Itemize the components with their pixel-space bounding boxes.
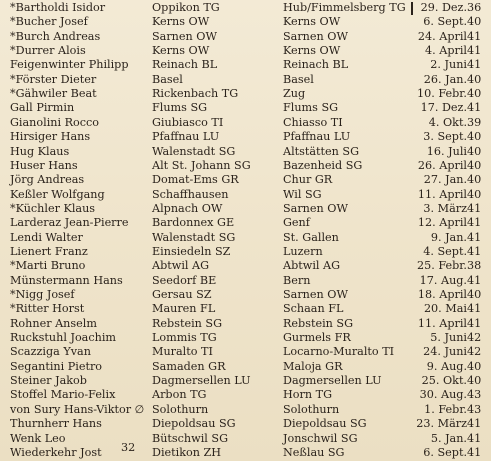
birth-date: 29. Dez. [420, 1, 467, 14]
student-name: *Küchler Klaus [10, 201, 96, 215]
birthplace: Kerns OW [152, 44, 210, 58]
birth-year: 41 [467, 44, 482, 58]
residence: Locarno-Muralto TI [283, 345, 395, 359]
student-name: Thurnherr Hans [10, 417, 102, 431]
student-name: *Gähwiler Beat [10, 87, 97, 101]
residence: Sarnen OW [283, 288, 348, 301]
birth-date: 23. März [416, 417, 467, 431]
birth-date: 26. April [417, 158, 467, 172]
residence: Genf [283, 216, 310, 230]
birth-date: 4. Okt. [428, 115, 467, 129]
birthplace: Bütschwil SG [152, 431, 229, 445]
residence: Gurmels FR [283, 331, 351, 345]
birth-year: 41 [467, 417, 482, 431]
student-name: von Sury Hans-Viktor ∅ [10, 402, 145, 416]
residence: Dagmersellen LU [283, 374, 382, 388]
birth-year: 40 [467, 15, 482, 29]
birthplace: Walenstadt SG [152, 230, 236, 244]
student-name: *Marti Bruno [10, 259, 86, 273]
birthplace: Rickenbach TG [152, 87, 239, 101]
birth-year: 41 [467, 216, 482, 230]
birth-date: 5. Juni [430, 331, 467, 345]
residence: Sarnen OW [283, 29, 348, 43]
birthplace: Bardonnex GE [152, 216, 235, 230]
birthplace: Sarnen OW [152, 29, 217, 43]
birthplace: Pfaffnau LU [152, 130, 220, 144]
birth-date: 4. Sept. [423, 244, 467, 258]
residence: Sarnen OW [283, 201, 348, 215]
student-name: Segantini Pietro [10, 359, 103, 373]
student-name: Lienert Franz [10, 244, 88, 258]
residence: Kerns OW [283, 15, 341, 29]
birth-date: 24. April [417, 29, 467, 43]
student-name: Hug Klaus [10, 144, 70, 158]
residence: Jonschwil SG [283, 431, 358, 445]
birth-year: 41 [467, 201, 482, 215]
student-name: *Bartholdi Isidor [10, 1, 106, 14]
birth-year: 40 [467, 173, 482, 187]
birth-date: 17. Aug. [419, 273, 467, 287]
residence: Chiasso TI [283, 115, 343, 129]
student-name: Wiederkehr Jost [10, 445, 102, 459]
birth-year: 40 [467, 72, 482, 86]
birth-year: 40 [467, 87, 482, 101]
student-name: *Bucher Josef [10, 15, 88, 29]
student-name: Larderaz Jean-Pierre [10, 216, 129, 230]
birth-year: 41 [467, 101, 482, 115]
birth-date: 16. Juli [426, 144, 467, 158]
residence: Bern [283, 273, 311, 287]
birthplace: Reinach BL [152, 58, 218, 72]
birth-year: 40 [467, 288, 482, 301]
birth-date: 9. Jan. [430, 230, 467, 244]
student-name: Wenk Leo [10, 431, 66, 445]
birth-year: 40 [467, 130, 482, 144]
list-item [0, 445, 491, 461]
birthplace: Alpnach OW [152, 201, 223, 215]
birthplace: Solothurn [152, 402, 209, 416]
birth-date: 3. Sept. [423, 130, 467, 144]
residence: Zug [283, 87, 306, 101]
birth-year: 41 [467, 302, 482, 316]
birth-date: 20. Mai [423, 302, 467, 316]
birthplace: Flums SG [152, 101, 208, 115]
birth-date: 12. April [417, 216, 467, 230]
birth-year: 43 [467, 388, 482, 402]
birth-date: 10. Febr. [417, 87, 467, 101]
student-name: Lendi Walter [10, 230, 83, 244]
birthplace: Muralto TI [152, 345, 213, 359]
birth-year: 41 [467, 431, 482, 445]
student-name: *Nigg Josef [10, 288, 75, 301]
birth-date: 17. Dez. [420, 101, 467, 115]
birth-date: 30. Aug. [419, 388, 467, 402]
birthplace: Lommis TG [152, 331, 217, 345]
birth-year: 41 [467, 244, 482, 258]
birthplace: Dagmersellen LU [152, 374, 251, 388]
birthplace: Alt St. Johann SG [152, 158, 251, 172]
birth-year: 40 [467, 187, 482, 201]
margin-bar-mark [411, 2, 413, 15]
birth-year: 39 [467, 115, 482, 129]
residence: Kerns OW [283, 44, 341, 58]
student-name: Steiner Jakob [10, 374, 87, 388]
student-name: *Burch Andreas [10, 29, 101, 43]
student-name: *Förster Dieter [10, 72, 97, 86]
birth-year: 41 [467, 273, 482, 287]
birthplace: Oppikon TG [152, 1, 220, 14]
birth-year: 41 [467, 445, 482, 459]
student-name: Stoffel Mario-Felix [10, 388, 116, 402]
birthplace: Domat-Ems GR [152, 173, 239, 187]
student-name: Keßler Wolfgang [10, 187, 105, 201]
birth-year: 40 [467, 144, 482, 158]
student-name: Münstermann Hans [10, 273, 123, 287]
birthplace: Kerns OW [152, 15, 210, 29]
birthplace: Basel [152, 72, 183, 86]
birth-date: 3. März [423, 201, 467, 215]
student-name: Feigenwinter Philipp [10, 58, 129, 72]
birth-year: 42 [467, 345, 482, 359]
residence: Chur GR [283, 173, 333, 187]
student-name: Gianolini Rocco [10, 115, 100, 129]
residence: Hub/Fimmelsberg TG [283, 1, 406, 14]
residence: Solothurn [283, 402, 340, 416]
student-name: Rohner Anselm [10, 316, 97, 330]
residence: Wil SG [283, 187, 322, 201]
birthplace: Mauren FL [152, 302, 216, 316]
student-name: Hirsiger Hans [10, 130, 91, 144]
birth-date: 27. Jan. [423, 173, 467, 187]
residence: Basel [283, 72, 314, 86]
residence: Luzern [283, 244, 323, 258]
birthplace: Schaffhausen [152, 187, 229, 201]
birthplace: Samaden GR [152, 359, 226, 373]
birth-date: 6. Sept. [423, 15, 467, 29]
birth-year: 42 [467, 331, 482, 345]
birth-year: 40 [467, 158, 482, 172]
birth-year: 40 [467, 359, 482, 373]
residence: Horn TG [283, 388, 332, 402]
student-name: Scazziga Yvan [10, 345, 91, 359]
birthplace: Dietikon ZH [152, 445, 222, 459]
birth-year: 41 [467, 230, 482, 244]
birthplace: Seedorf BE [152, 273, 217, 287]
birthplace: Abtwil AG [152, 259, 210, 273]
page-number: 32 [121, 441, 136, 454]
student-name: Gall Pirmin [10, 101, 75, 115]
residence: Schaan FL [283, 302, 344, 316]
birth-date: 25. Febr. [417, 259, 467, 273]
birthplace: Walenstadt SG [152, 144, 236, 158]
birthplace: Arbon TG [152, 388, 207, 402]
birth-date: 9. Aug. [426, 359, 467, 373]
residence: Diepoldsau SG [283, 417, 367, 431]
residence: Rebstein SG [283, 316, 354, 330]
student-name: *Ritter Horst [10, 302, 85, 316]
birth-year: 36 [467, 1, 482, 14]
student-name: Ruckstuhl Joachim [10, 331, 117, 345]
birthplace: Rebstein SG [152, 316, 223, 330]
student-name: Jörg Andreas [10, 173, 85, 187]
student-name: Huser Hans [10, 158, 78, 172]
residence: Flums SG [283, 101, 339, 115]
birth-year: 38 [467, 259, 482, 273]
birth-year: 40 [467, 374, 482, 388]
birthplace: Einsiedeln SZ [152, 244, 231, 258]
birth-date: 6. Sept. [423, 445, 467, 459]
birth-year: 41 [467, 29, 482, 43]
student-name: *Durrer Alois [10, 44, 86, 58]
birth-year: 43 [467, 402, 482, 416]
residence: St. Gallen [283, 230, 339, 244]
residence: Maloja GR [283, 359, 343, 373]
residence: Bazenheid SG [283, 158, 363, 172]
birth-date: 25. Okt. [421, 374, 467, 388]
residence: Abtwil AG [283, 259, 341, 273]
birth-date: 24. Juni [423, 345, 467, 359]
birth-date: 26. Jan. [423, 72, 467, 86]
birthplace: Diepoldsau SG [152, 417, 236, 431]
residence: Pfaffnau LU [283, 130, 351, 144]
birthplace: Giubiasco TI [152, 115, 224, 129]
birthplace: Gersau SZ [152, 288, 212, 301]
birth-year: 41 [467, 58, 482, 72]
residence: Reinach BL [283, 58, 349, 72]
residence: Altstätten SG [283, 144, 360, 158]
birth-date: 5. Jan. [430, 431, 467, 445]
birth-date: 1. Febr. [424, 402, 467, 416]
birth-date: 2. Juni [430, 58, 467, 72]
birth-date: 4. April [425, 44, 467, 58]
birth-date: 18. April [417, 288, 467, 301]
residence: Neßlau SG [283, 445, 345, 459]
birth-date: 11. April [417, 316, 467, 330]
birth-date: 11. April [417, 187, 467, 201]
birth-year: 41 [467, 316, 482, 330]
